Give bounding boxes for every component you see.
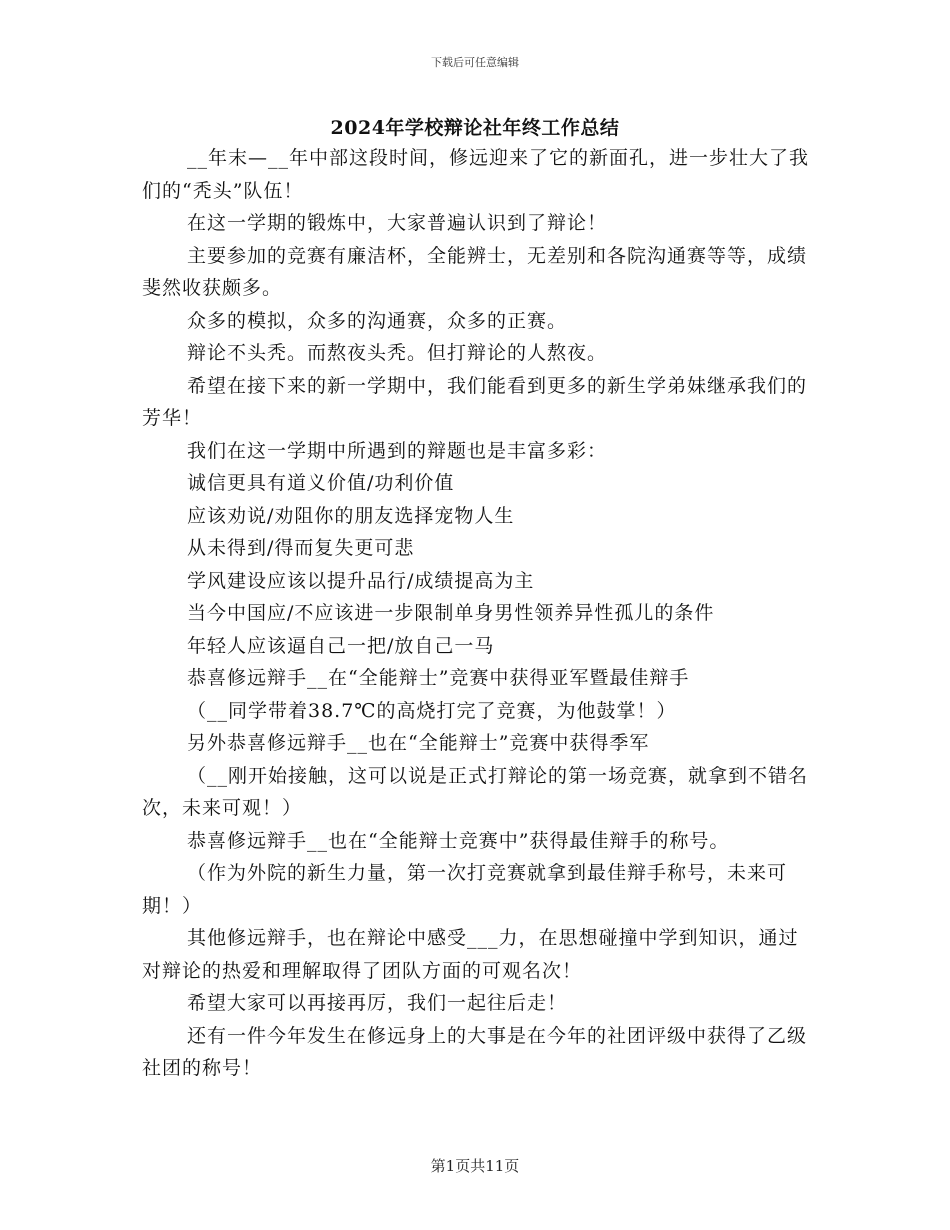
page-footer: 第1页共11页 [430,1157,520,1175]
paragraph: 其他修远辩手，也在辩论中感受___力，在思想碰撞中学到知识，通过对辩论的热爱和理解取得了团队方面的可观名次！ [142,927,799,982]
paragraph: （__刚开始接触，这可以说是正式打辩论的第一场竞赛，就拿到不错名次，未来可观！） [142,764,809,819]
document-title: 2024年学校辩论社年终工作总结 [330,117,620,139]
paragraph: 诚信更具有道义价值/功利价值 [187,472,455,494]
paragraph: 从未得到/得而复失更可悲 [187,537,415,559]
paragraph: 主要参加的竞赛有廉洁杯，全能辨士，无差别和各院沟通赛等等，成绩斐然收获颇多。 [142,244,808,299]
paragraph: 学风建设应该以提升品行/成绩提高为主 [187,569,535,592]
paragraph: 恭喜修远辩手__在“全能辩士”竞赛中获得亚军暨最佳辩手 [187,667,690,689]
page-header: 下载后可任意编辑 [431,56,519,69]
paragraph: 还有一件今年发生在修远身上的大事是在今年的社团评级中获得了乙级社团的称号！ [142,1024,808,1079]
paragraph: （__同学带着38.7℃的高烧打完了竞赛，为他鼓掌！） [187,699,677,722]
paragraph: 恭喜修远辩手__也在“全能辩士竞赛中”获得最佳辩手的称号。 [187,829,730,852]
paragraph: 希望在接下来的新一学期中，我们能看到更多的新生学弟妹继承我们的芳华！ [142,374,808,429]
paragraph: 另外恭喜修远辩手__也在“全能辩士”竞赛中获得季军 [187,732,650,754]
paragraph: 众多的模拟，众多的沟通赛，众多的正赛。 [187,309,568,332]
paragraph: 应该劝说/劝阻你的朋友选择宠物人生 [187,504,515,527]
paragraph: 在这一学期的锻炼中，大家普遍认识到了辩论！ [187,212,608,234]
paragraph: __年末—__年中部这段时间，修远迎来了它的新面孔，进一步壮大了我们的“秃头”队伍！ [142,147,810,202]
paragraph: 年轻人应该逼自己一把/放自己一马 [187,634,495,657]
paragraph: （作为外院的新生力量，第一次打竞赛就拿到最佳辩手称号，未来可期！） [142,862,788,917]
paragraph: 希望大家可以再接再厉，我们一起往后走！ [187,992,568,1014]
paragraph: 我们在这一学期中所遇到的辩题也是丰富多彩： [187,439,608,462]
paragraph: 辩论不头秃。而熬夜头秃。但打辩论的人熬夜。 [187,342,608,364]
document-body [142,142,812,1085]
paragraph: 当今中国应/不应该进一步限制单身男性领养异性孤儿的条件 [187,602,715,624]
